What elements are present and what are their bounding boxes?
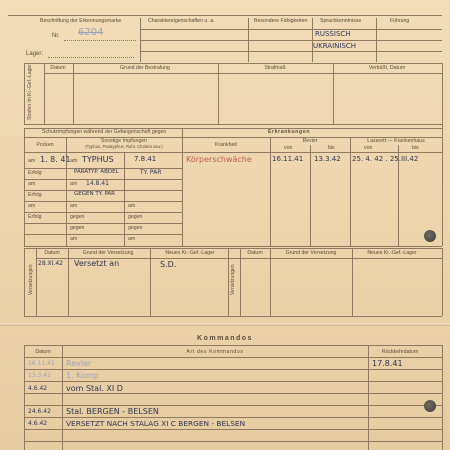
impf-row-erfolg-2: Erfolg — [28, 192, 42, 198]
erkrank-krankheit-1: Körperschwäche — [186, 155, 252, 164]
vers-right-line — [442, 248, 443, 316]
impf-gegen-am-2: am — [70, 181, 78, 187]
kom-row-line-2 — [24, 381, 442, 382]
impf-row-line-5 — [24, 212, 182, 213]
kom-row-line-4 — [24, 405, 442, 406]
kom-row-line-6 — [24, 429, 442, 430]
erkrank-col-lazarett-bis: bis — [412, 145, 419, 151]
vers-neues-1: S.D. — [160, 260, 177, 269]
strafen-col-verbuesst: Verbüßt, Datum — [368, 65, 406, 71]
strafen-col-grund: Grund der Bestrafung — [120, 65, 170, 71]
vers-side-label-left: Versetzungen — [28, 264, 34, 295]
vers-col-grund: Grund der Versetzung — [82, 250, 134, 256]
kom-row-line-5 — [24, 417, 442, 418]
vers-col-neues-2: Neues Kr.-Gef.-Lager — [367, 250, 417, 256]
erkrank-col-revier: Revier — [302, 138, 318, 144]
kom-header-line — [24, 357, 442, 358]
erkrankungen-title: Erkrankungen — [268, 129, 311, 135]
strafen-side-label: Strafen im Kr.-Gef.-Lager — [27, 64, 33, 120]
kom-datum-2: 13.3.42 — [28, 372, 51, 379]
kom-row-line-3 — [24, 393, 442, 394]
lager-label: Lager: — [26, 51, 44, 57]
erkrank-bis-1: 13.3.42 — [314, 155, 341, 163]
erkrank-col-lazarett: Lazarett — Krankenhaus — [367, 138, 425, 144]
impf-pocken-am: 1. 8. 41 — [40, 155, 71, 164]
kom-art-3: vom Stal. XI D — [66, 384, 123, 393]
vers-col-datum-2: Datum — [247, 250, 263, 256]
impf-row-am-2: am — [28, 181, 36, 187]
card-right-line — [442, 63, 443, 246]
impf-row-line-6 — [24, 223, 182, 224]
impf-gegen-am-4: am — [70, 236, 78, 242]
impf-bottom-line — [24, 246, 442, 247]
impf-erkrank-divider — [182, 128, 183, 246]
impf-sonstige-erfolg: PARATYP. ABDEL — [74, 169, 119, 175]
erkrank-col-1 — [270, 137, 271, 246]
kommandos-title: Kommandos — [197, 335, 253, 342]
vers-col-grund-2: Grund der Versetzung — [285, 250, 337, 256]
impf-gegen-label-2: gegen — [70, 225, 85, 231]
kom-col-art: Art des Kommandos — [186, 349, 244, 355]
erkrank-col-krankheit: Krankheit — [215, 142, 237, 148]
vers-left-line — [24, 248, 25, 316]
strafen-top-line — [24, 63, 442, 64]
impf-row-am-1: am — [28, 158, 36, 164]
erkrank-col-lazarett-von: von — [364, 145, 373, 151]
impf-gegen-label-1: gegen — [70, 214, 85, 220]
impf-row-line-7 — [24, 234, 182, 235]
strafen-header-line — [44, 73, 442, 74]
kom-row-line-7 — [24, 441, 442, 442]
impf-gegen-col-3: gegen — [128, 214, 143, 220]
erkrank-von-1: 16.11.41 — [272, 155, 304, 163]
header-subline-3 — [140, 51, 442, 52]
kom-left-line — [24, 345, 25, 450]
strafen-col-datum: Datum — [50, 65, 66, 71]
kom-art-1: Revier — [66, 359, 92, 368]
strafen-left-line — [24, 63, 25, 124]
impf-sonstige-gegen: TYPHUS — [82, 155, 114, 164]
header-top-line — [8, 15, 442, 16]
kom-rueck-1: 17.8.41 — [372, 359, 403, 368]
sprache-1: RUSSISCH — [315, 30, 351, 38]
kom-col-rueck: Rückkehrdatum — [381, 349, 419, 355]
nr-value: 6204 — [78, 27, 104, 38]
kom-right-line — [442, 345, 443, 450]
header-subline-2 — [140, 40, 442, 41]
kom-top-line — [24, 345, 442, 346]
impf-sonstige-type-2: GEGEN TY. PAR — [74, 191, 115, 197]
vers-datum-1: 28.XI.42 — [38, 260, 63, 267]
kom-art-4: Stal. BERGEN - BELSEN — [66, 407, 159, 416]
impf-col-pocken: Pocken — [36, 142, 54, 148]
kom-row-line-1 — [24, 369, 442, 370]
besch-label: Beschriftung der Erkennungsmarke — [40, 18, 122, 24]
nr-dotline — [64, 40, 136, 41]
lager-dotline — [48, 57, 134, 58]
impf-col-1 — [66, 137, 67, 246]
kom-col-1 — [62, 345, 63, 450]
vers-side-label-right: Versetzungen — [230, 264, 236, 295]
kom-datum-1: 16.11.41 — [28, 360, 55, 367]
impf-sonstige-type: TY. PAR — [140, 169, 162, 176]
kom-datum-5: 4.6.42 — [28, 420, 48, 427]
kom-col-datum: Datum — [35, 349, 51, 355]
vers-top-line — [24, 248, 442, 249]
impf-row-erfolg-3: Erfolg — [28, 214, 42, 220]
vers-col-datum: Datum — [44, 250, 60, 256]
impf-sonstige-date-2: 14.8.41 — [86, 180, 109, 187]
erkrank-revier-split — [310, 145, 311, 246]
impf-left-line — [24, 128, 25, 246]
vers-bottom-line — [24, 316, 442, 317]
charakter-label: Charaktereigenschaften u. a. — [148, 18, 215, 24]
impf-gegen-col-4: gegen — [128, 225, 143, 231]
erkrank-col-2 — [350, 137, 351, 246]
kom-art-5: VERSETZT NACH STALAG XI C BERGEN - BELSEN — [66, 419, 246, 428]
impf-title: Schutzimpfungen während der Gefangenschaft gegen — [42, 129, 167, 135]
impf-header-line — [24, 152, 442, 153]
punch-hole-bottom — [424, 400, 436, 412]
fold-crease — [0, 323, 450, 326]
sprache-label: Sprachkenntnisse — [320, 18, 362, 24]
vers-grund-1: Versetzt an — [74, 259, 120, 268]
fuehrung-label: Führung — [390, 18, 410, 24]
strafen-col-strafmass: Strafmaß — [264, 65, 286, 71]
nr-label: Nr. — [52, 33, 60, 39]
kom-datum-3: 4.6.42 — [28, 385, 48, 392]
erkrank-col-revier-von: von — [284, 145, 293, 151]
vers-col-neues: Neues Kr.-Gef.-Lager — [165, 250, 215, 256]
impf-row-line-4 — [24, 201, 182, 202]
sprache-2: UKRAINISCH — [313, 42, 357, 50]
impf-gegen-am-1: am — [70, 158, 78, 164]
impf-gegen-am-3: am — [70, 203, 78, 209]
impf-am-col-3: am — [128, 203, 136, 209]
impf-row-am-3: am — [28, 203, 36, 209]
erkrank-col-revier-bis: bis — [328, 145, 335, 151]
impf-row-erfolg-1: Erfolg — [28, 170, 42, 176]
faehigkeiten-label: Besondere Fähigkeiten — [254, 18, 308, 24]
strafen-bottom-line — [24, 124, 442, 125]
punch-hole-top — [424, 230, 436, 242]
impf-sonstige-date-1: 7.8.41 — [134, 155, 157, 163]
erkrank-lazarett-1: 25. 4. 42 . 25.III.42 — [352, 155, 419, 163]
impf-am-col-4: am — [128, 236, 136, 242]
kom-art-2: 1. Komp — [66, 371, 99, 380]
header-subline-1 — [140, 29, 442, 30]
kom-datum-4: 24.6.42 — [28, 408, 51, 415]
impf-am-split — [124, 152, 125, 246]
impf-col-sonstige: Sonstige Impfungen — [100, 138, 148, 144]
impf-col-sonstige-sub: (Typhus, Paratyphus, Ruhr, Cholera usw.) — [85, 144, 163, 149]
kom-col-2 — [368, 345, 369, 450]
